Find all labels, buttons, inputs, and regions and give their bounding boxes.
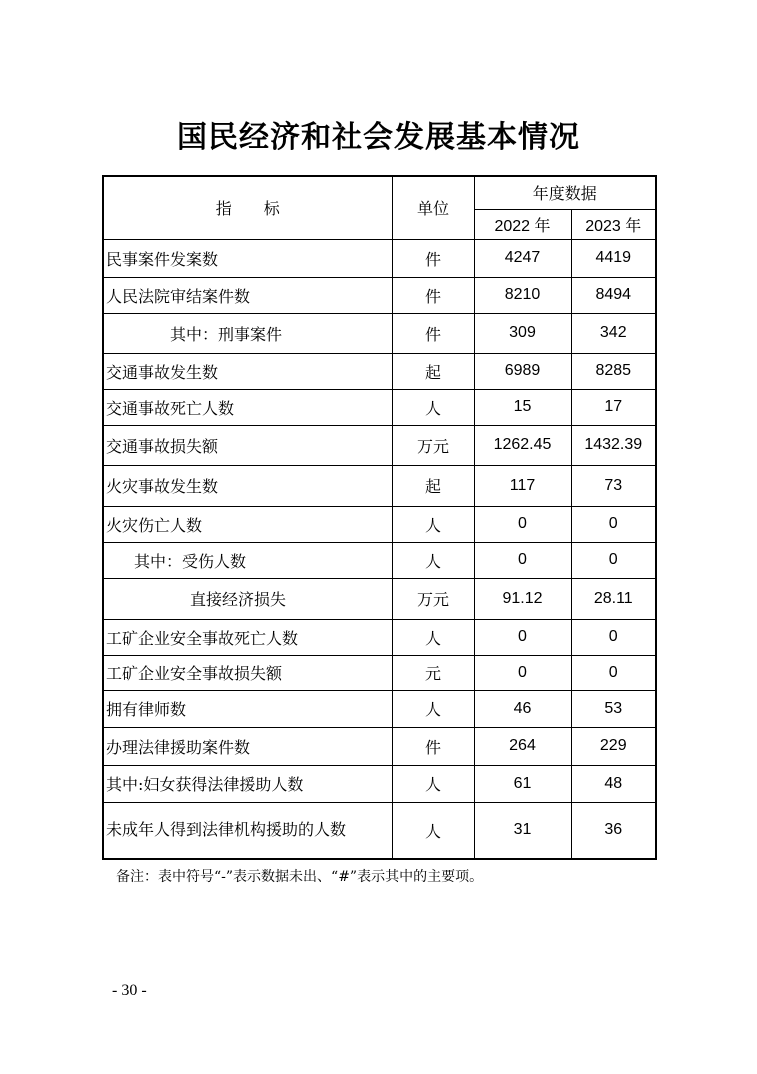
row-value-2022: 0 [474, 655, 571, 690]
header-indicator: 指 标 [103, 176, 392, 239]
table-row [103, 765, 656, 802]
row-value-2022: 15 [474, 389, 571, 425]
row-unit: 万元 [392, 578, 474, 619]
row-unit: 起 [392, 353, 474, 389]
row-value-2023: 8285 [571, 353, 656, 389]
row-label: 其中：受伤人数 [103, 542, 392, 578]
header-year-2022: 2022 年 [474, 209, 571, 239]
row-value-2022: 46 [474, 690, 571, 727]
row-unit: 人 [392, 542, 474, 578]
row-value-2022: 117 [474, 465, 571, 506]
table-row [103, 727, 656, 765]
row-value-2023: 73 [571, 465, 656, 506]
row-label: 工矿企业安全事故死亡人数 [103, 619, 392, 655]
row-value-2022: 4247 [474, 239, 571, 277]
table-row [103, 465, 656, 506]
row-label: 拥有律师数 [103, 690, 392, 727]
row-value-2023: 0 [571, 619, 656, 655]
statistics-table [102, 175, 657, 860]
table-row [103, 425, 656, 465]
row-unit: 人 [392, 506, 474, 542]
table-row [103, 802, 656, 859]
row-label: 火灾事故发生数 [103, 465, 392, 506]
row-value-2022: 0 [474, 506, 571, 542]
row-value-2022: 61 [474, 765, 571, 802]
row-value-2023: 342 [571, 313, 656, 353]
row-label: 其中：刑事案件 [103, 313, 392, 353]
row-value-2023: 17 [571, 389, 656, 425]
row-value-2022: 0 [474, 619, 571, 655]
row-unit: 件 [392, 239, 474, 277]
row-unit: 人 [392, 619, 474, 655]
table-row [103, 542, 656, 578]
row-value-2023: 8494 [571, 277, 656, 313]
row-unit: 起 [392, 465, 474, 506]
row-unit: 元 [392, 655, 474, 690]
row-label: 直接经济损失 [103, 578, 392, 619]
row-label: 交通事故损失额 [103, 425, 392, 465]
row-value-2023: 36 [571, 802, 656, 859]
table-row [103, 353, 656, 389]
row-unit: 万元 [392, 425, 474, 465]
table-row [103, 277, 656, 313]
row-label: 其中:妇女获得法律援助人数 [103, 765, 392, 802]
row-unit: 件 [392, 727, 474, 765]
row-unit: 件 [392, 313, 474, 353]
row-label: 工矿企业安全事故损失额 [103, 655, 392, 690]
table-row [103, 619, 656, 655]
row-value-2022: 31 [474, 802, 571, 859]
row-label: 办理法律援助案件数 [103, 727, 392, 765]
row-value-2022: 6989 [474, 353, 571, 389]
row-value-2023: 4419 [571, 239, 656, 277]
row-value-2022: 264 [474, 727, 571, 765]
table-row [103, 655, 656, 690]
row-value-2022: 8210 [474, 277, 571, 313]
row-value-2023: 28.11 [571, 578, 656, 619]
row-value-2022: 309 [474, 313, 571, 353]
row-value-2023: 0 [571, 542, 656, 578]
row-value-2023: 53 [571, 690, 656, 727]
table-row [103, 690, 656, 727]
table-row [103, 389, 656, 425]
page-number: - 30 - [112, 982, 147, 999]
page-title: 国民经济和社会发展基本情况 [177, 120, 580, 155]
table-row [103, 313, 656, 353]
row-value-2023: 0 [571, 506, 656, 542]
row-unit: 人 [392, 389, 474, 425]
row-label: 未成年人得到法律机构援助的人数 [103, 802, 392, 859]
header-unit: 单位 [392, 176, 474, 239]
row-value-2022: 91.12 [474, 578, 571, 619]
header-year-2023: 2023 年 [571, 209, 656, 239]
table-row [103, 578, 656, 619]
row-unit: 人 [392, 802, 474, 859]
header-annual-data: 年度数据 [474, 176, 656, 209]
row-label: 交通事故发生数 [103, 353, 392, 389]
row-value-2023: 229 [571, 727, 656, 765]
row-unit: 人 [392, 690, 474, 727]
row-label: 人民法院审结案件数 [103, 277, 392, 313]
row-label: 交通事故死亡人数 [103, 389, 392, 425]
row-unit: 件 [392, 277, 474, 313]
row-value-2023: 48 [571, 765, 656, 802]
row-label: 民事案件发案数 [103, 239, 392, 277]
table-row [103, 506, 656, 542]
row-value-2022: 0 [474, 542, 571, 578]
row-value-2023: 0 [571, 655, 656, 690]
row-unit: 人 [392, 765, 474, 802]
row-label: 火灾伤亡人数 [103, 506, 392, 542]
row-value-2022: 1262.45 [474, 425, 571, 465]
row-value-2023: 1432.39 [571, 425, 656, 465]
table-footnote: 备注：表中符号“-”表示数据未出、“#”表示其中的主要项。 [116, 869, 484, 885]
table-row [103, 239, 656, 277]
